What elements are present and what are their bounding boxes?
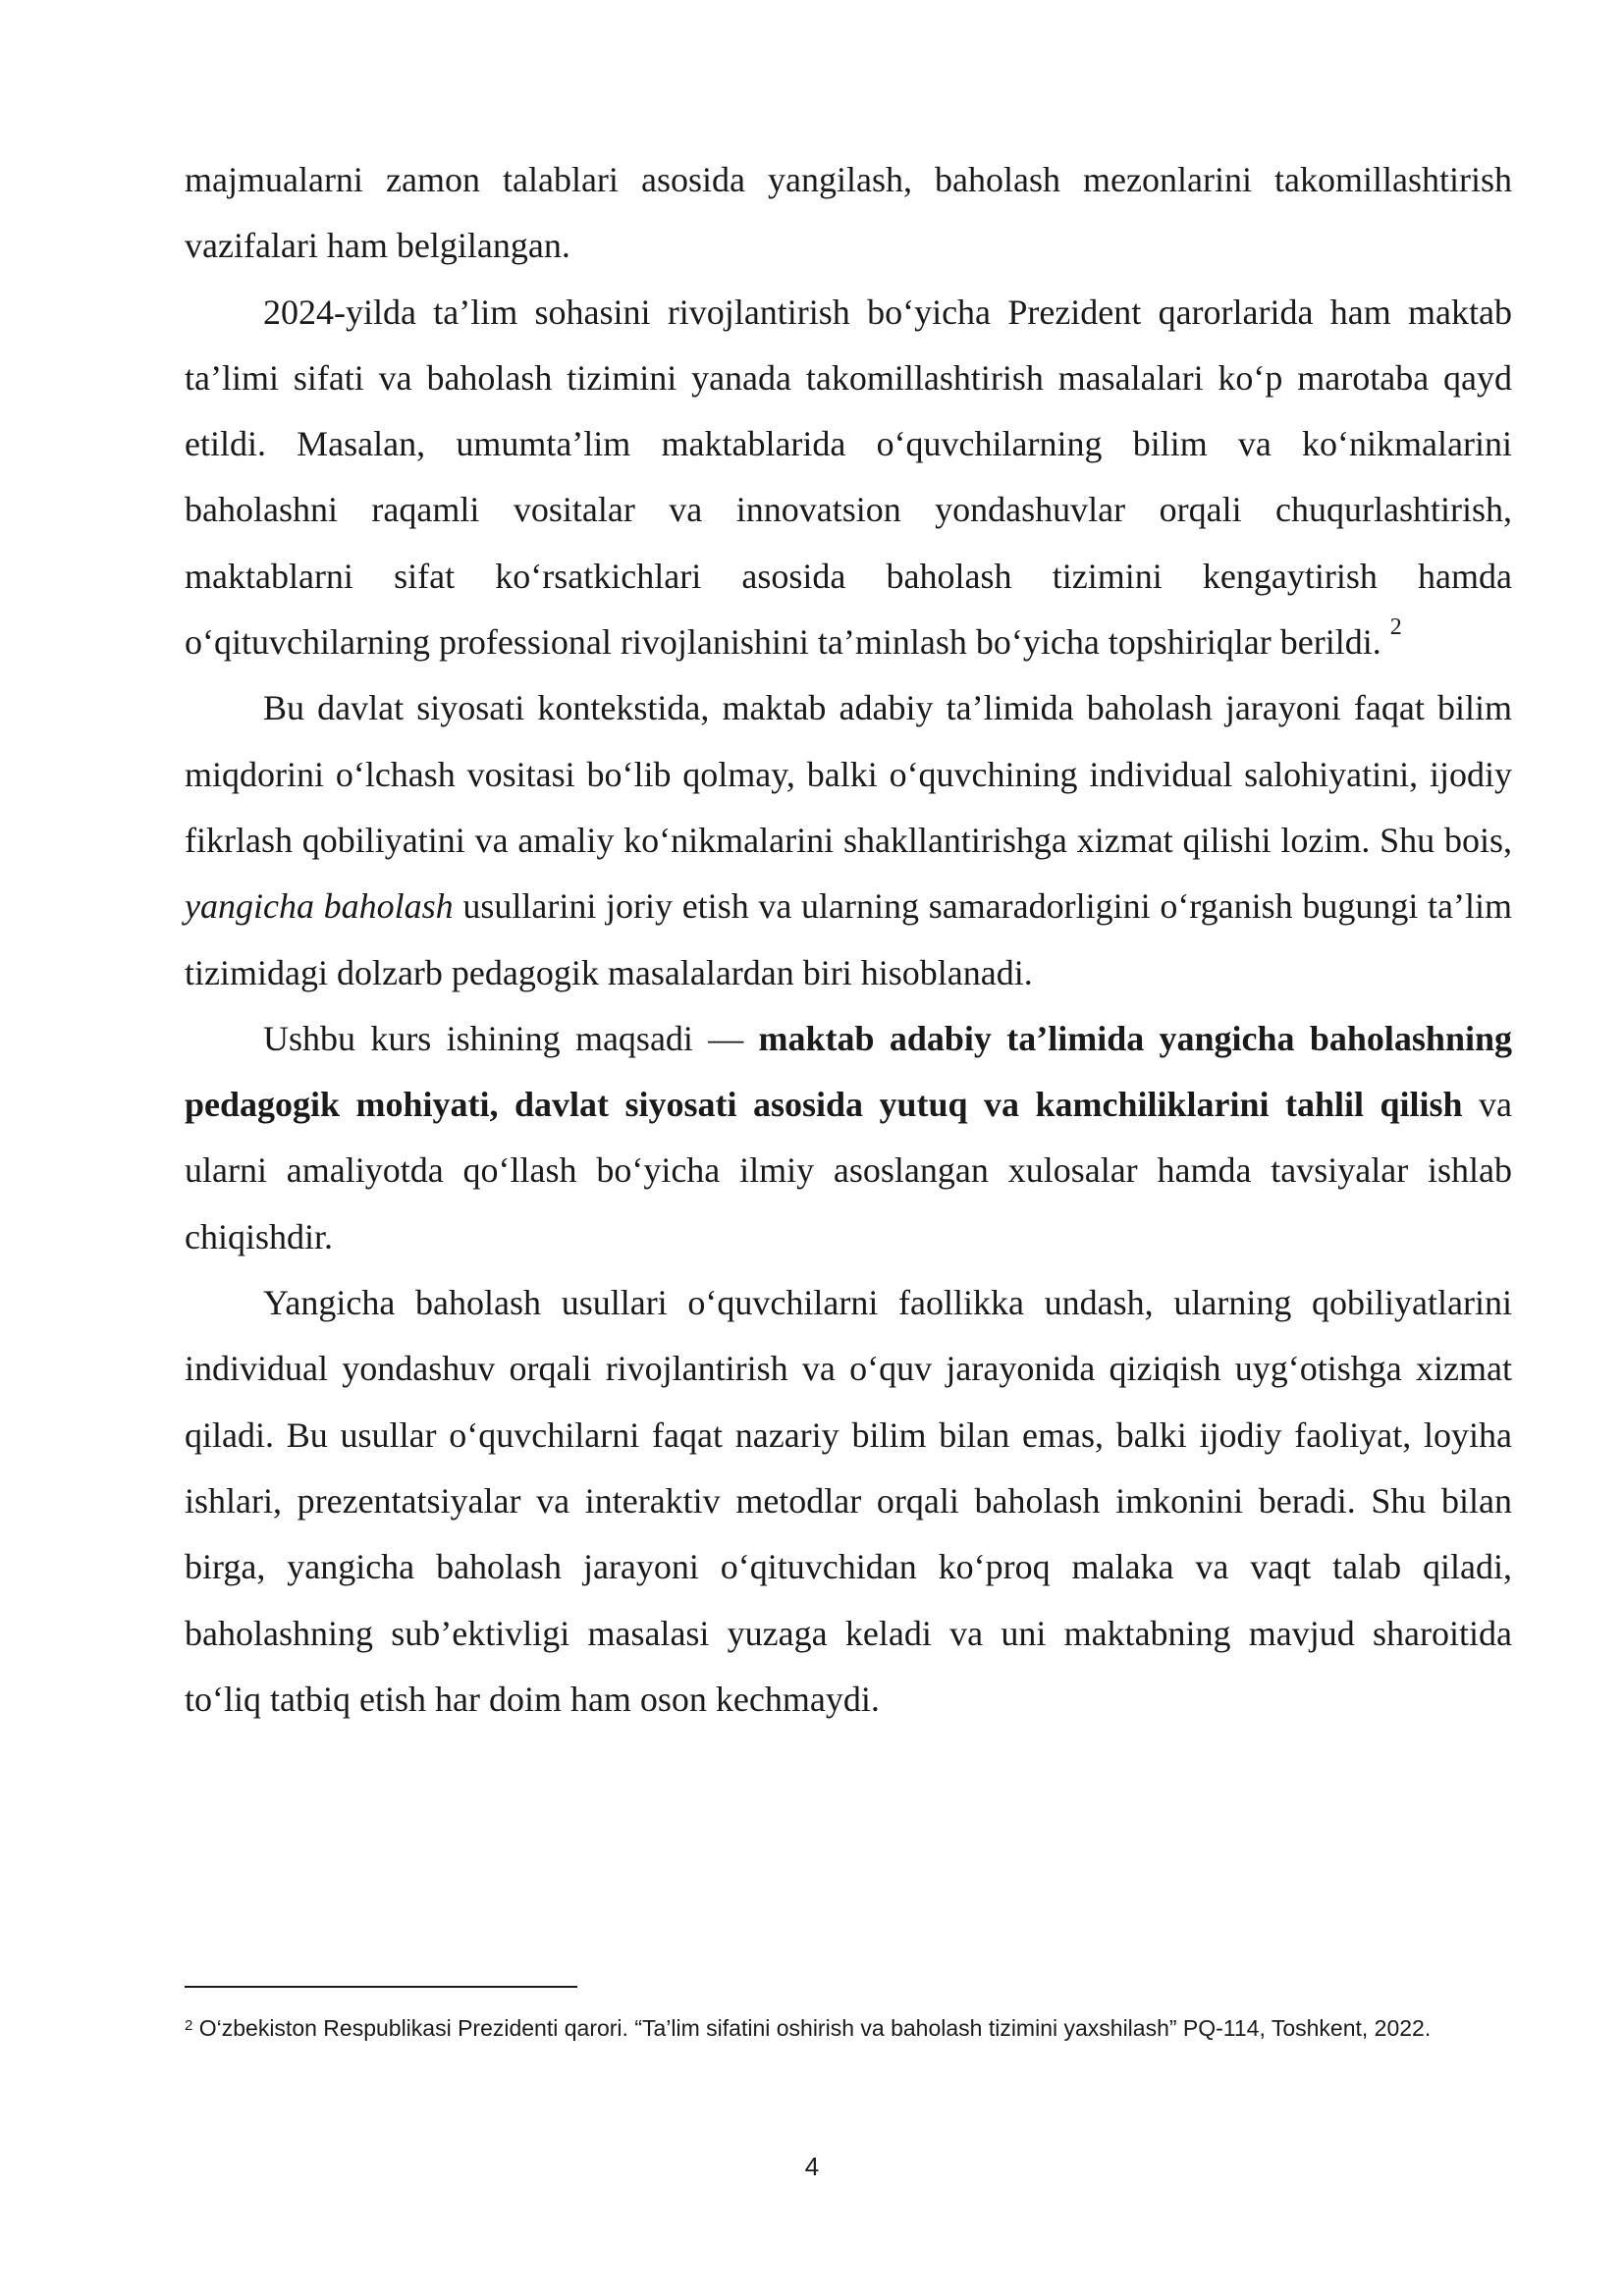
footnote-separator (185, 1986, 577, 1988)
paragraph-3-text-a: Bu davlat siyosati kontekstida, maktab adabiy ta’limida baholash jarayoni faqat bilim miqdorini o‘lchash vositasi bo‘lib qolmay, balki o‘quvchining individual salohiyatini, ijodiy fikrlash qobiliyatini va amaliy ko‘nikmalarini shakllantirishga xizmat qilishi lozim. Shu bois, (185, 688, 1512, 860)
paragraph-3-emphasis: yangicha baholash (185, 886, 454, 927)
paragraph-2-text: 2024-yilda ta’lim sohasini rivojlantirish bo‘yicha Prezident qarorlarida ham maktab ta’limi sifati va baholash tizimini yanada takomillashtirish masalalari ko‘p marotaba qayd etildi. Masalan, umumta’lim maktablarida o‘quvchilarning bilim va ko‘nikmalarini baholashni raqamli vositalar va innovatsion yondashuvlar orqali chuqurlashtirish, maktablarni sifat ko‘rsatkichlari asosida baholash tizimini kengaytirish hamda o‘qituvchilarning professional rivojlanishini ta’minlash bo‘yicha topshiriqlar berildi. (185, 292, 1512, 663)
footnote-text: O‘zbekiston Respublikasi Prezidenti qarori. “Ta’lim sifatini oshirish va baholash tizimini yaxshilash” PQ-114, Toshkent, 2022. (192, 2015, 1432, 2041)
footnote-reference[interactable]: 2 (1389, 614, 1402, 641)
paragraph-3 (185, 675, 1512, 1005)
paragraph-1 (185, 147, 1512, 280)
paragraph-3-text-b: usullarini joriy etish va ularning samaradorligini o‘rganish bugungi ta’lim tizimidagi dolzarb pedagogik masalalardan biri hisoblanadi. (185, 886, 1512, 992)
paragraph-4-text-a: Ushbu kurs ishining maqsadi — (263, 1018, 759, 1058)
paragraph-2 (185, 280, 1512, 676)
body-text (185, 147, 1512, 1733)
page-number: 4 (804, 2152, 820, 2181)
paragraph-5-text: Yangicha baholash usullari o‘quvchilarni faollikka undash, ularning qobiliyatlarini individual yondashuv orqali rivojlantirish va o‘quv jarayonida qiziqish uyg‘otishga xizmat qiladi. Bu usullar o‘quvchilarni faqat nazariy bilim bilan emas, balki ijodiy faoliyat, loyiha ishlari, prezentatsiyalar va interaktiv metodlar orqali baholash imkonini beradi. Shu bilan birga, yangicha baholash jarayoni o‘qituvchidan ko‘proq malaka va vaqt talab qiladi, baholashning sub’ektivligi masalasi yuzaga keladi va uni maktabning mavjud sharoitida to‘liq tatbiq etish har doim ham oson kechmaydi. (185, 1283, 1512, 1719)
footnote (185, 2010, 1512, 2046)
paragraph-1-text: majmualarni zamon talablari asosida yangilash, baholash mezonlarini takomillashtirish vazifalari ham belgilangan. (185, 160, 1512, 266)
paragraph-5 (185, 1270, 1512, 1733)
paragraph-4-text-b: va ularni amaliyotda qo‘llash bo‘yicha ilmiy asoslangan xulosalar hamda tavsiyalar ishlab chiqishdir. (185, 1085, 1512, 1256)
paragraph-4 (185, 1006, 1512, 1270)
paragraph-4-goal-bold: maktab adabiy ta’limida yangicha baholashning pedagogik mohiyati, davlat siyosati asosida yutuq va kamchiliklarini tahlil qilish (185, 1018, 1512, 1125)
footnote-marker: 2 (185, 2017, 193, 2034)
